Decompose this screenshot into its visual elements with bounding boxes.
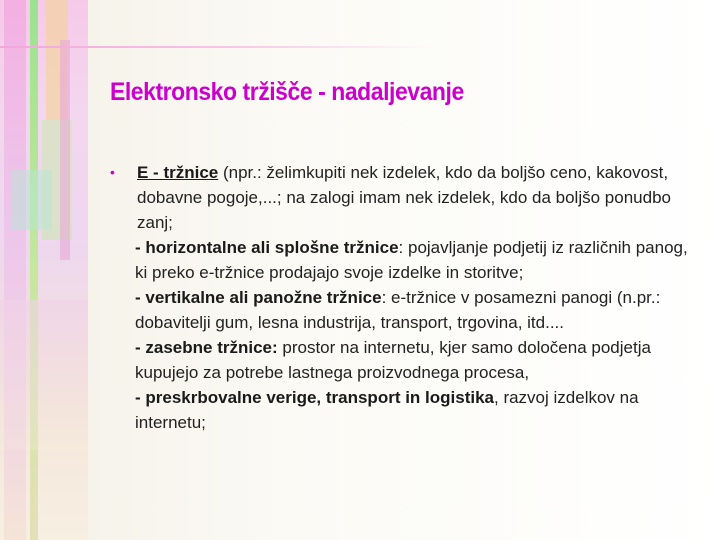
slide-title: Elektronsko tržišče - nadaljevanje xyxy=(110,78,464,106)
item-text: : e-tržnice v posamezni panogi (n.pr.: dobavitelji gum, lesna industrija, transport, trgovina, itd.... xyxy=(135,288,661,332)
bullet-text xyxy=(137,160,700,235)
item-text: prostor na internetu, kjer samo določena podjetja kupujejo za potrebe lastnega proizvodnega procesa, xyxy=(135,338,651,382)
bullet-item xyxy=(110,160,700,235)
decorative-side-art xyxy=(0,0,88,540)
item-text: (npr.: želimkupiti nek izdelek, kdo da boljšo ceno, kakovost, dobavne pogoje,...; na zalogi imam nek izdelek, kdo da boljšo ponudbo zanj; xyxy=(137,163,671,232)
term-horizontalne: - horizontalne ali splošne tržnice xyxy=(135,238,399,257)
slide-body xyxy=(110,160,700,435)
term-vertikalne: - vertikalne ali panožne tržnice xyxy=(135,288,382,307)
bullet-icon: • xyxy=(110,164,115,180)
decorative-divider xyxy=(0,46,720,48)
term-preskrbovalne: - preskrbovalne verige, transport in logistika xyxy=(135,388,494,407)
term-zasebne: - zasebne tržnice: xyxy=(135,338,278,357)
art-band xyxy=(60,40,70,260)
sub-item xyxy=(135,335,700,385)
sub-item xyxy=(135,285,700,335)
term-e-trznice: E - tržnice xyxy=(137,163,219,182)
sub-item xyxy=(135,385,700,435)
item-text: : pojavljanje podjetij iz različnih panog, ki preko e-tržnice prodajajo svoje izdelke in storitve; xyxy=(135,238,688,282)
sub-item xyxy=(135,235,700,285)
art-band xyxy=(12,170,52,230)
art-band xyxy=(30,0,38,540)
art-band xyxy=(0,300,88,450)
item-text: , razvoj izdelkov na internetu; xyxy=(135,388,639,432)
art-band xyxy=(4,0,26,540)
